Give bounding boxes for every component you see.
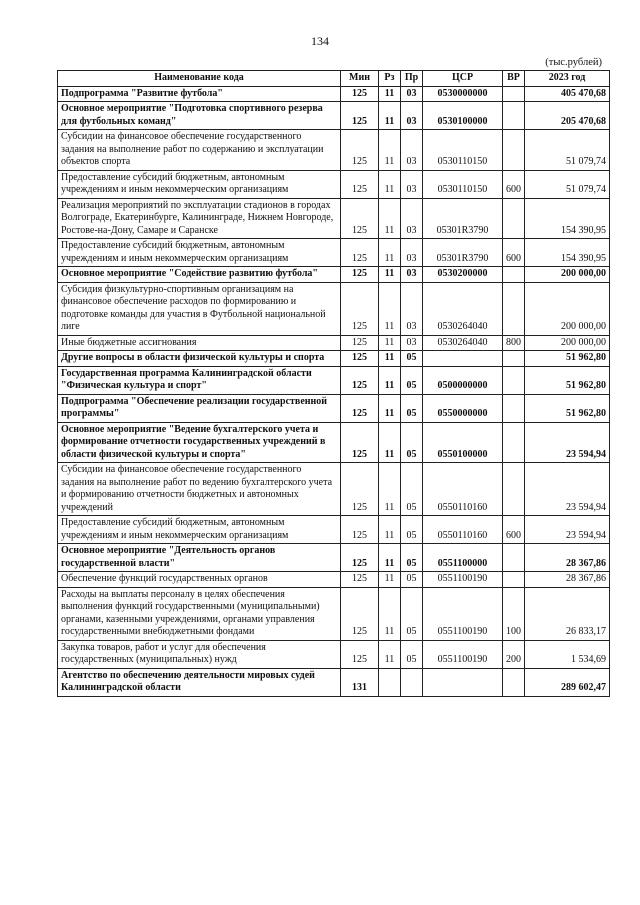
cell-vr: [503, 366, 525, 394]
cell-csr: 0530200000: [423, 267, 503, 283]
cell-vr: 200: [503, 640, 525, 668]
cell-amount: 200 000,00: [525, 335, 610, 351]
cell-amount: 23 594,94: [525, 422, 610, 463]
cell-name: Другие вопросы в области физической культуры и спорта: [58, 351, 341, 367]
cell-name: Предоставление субсидий бюджетным, автономным учреждениям и иным некоммерческим организациям: [58, 516, 341, 544]
cell-amount: 200 000,00: [525, 267, 610, 283]
cell-name: Субсидии на финансовое обеспечение государственного задания на выполнение работ по ведению бухгалтерского учета и формированию отчетности бюджетных и автономных учреждений: [58, 463, 341, 516]
cell-name: Субсидия физкультурно-спортивным организациям на финансовое обеспечение расходов по формированию и подготовке команды для участия в Футбольной национальной лиге: [58, 282, 341, 335]
cell-csr: 05301R3790: [423, 239, 503, 267]
cell-rz: 11: [379, 335, 401, 351]
table-row: [58, 198, 610, 239]
cell-rz: 11: [379, 394, 401, 422]
cell-pr: 03: [401, 170, 423, 198]
cell-name: Государственная программа Калининградской области "Физическая культура и спорт": [58, 366, 341, 394]
cell-rz: 11: [379, 544, 401, 572]
cell-name: Субсидии на финансовое обеспечение государственного задания на выполнение работ по содержанию и эксплуатации объектов спорта: [58, 130, 341, 171]
cell-csr: [423, 351, 503, 367]
cell-name: Расходы на выплаты персоналу в целях обеспечения выполнения функций государственными (муниципальными) органами, казенными учреждениями, органами управления государственными внебюджетными фондами: [58, 587, 341, 640]
table-row: [58, 463, 610, 516]
cell-csr: 0550110160: [423, 463, 503, 516]
header-csr: ЦСР: [423, 71, 503, 87]
cell-vr: [503, 198, 525, 239]
cell-amount: 23 594,94: [525, 463, 610, 516]
cell-vr: [503, 668, 525, 696]
table-row: [58, 239, 610, 267]
cell-min: 125: [341, 170, 379, 198]
table-row: [58, 351, 610, 367]
table-row: [58, 335, 610, 351]
table-row: [58, 572, 610, 588]
cell-rz: 11: [379, 170, 401, 198]
cell-pr: [401, 668, 423, 696]
table-row: [58, 587, 610, 640]
table-row: [58, 394, 610, 422]
table-row: [58, 130, 610, 171]
cell-name: Иные бюджетные ассигнования: [58, 335, 341, 351]
cell-rz: 11: [379, 422, 401, 463]
cell-min: 125: [341, 394, 379, 422]
cell-vr: [503, 86, 525, 102]
cell-min: 125: [341, 130, 379, 171]
cell-min: 125: [341, 422, 379, 463]
cell-vr: [503, 102, 525, 130]
cell-amount: 51 079,74: [525, 170, 610, 198]
cell-pr: 03: [401, 198, 423, 239]
table-header-row: [58, 71, 610, 87]
cell-rz: [379, 668, 401, 696]
cell-pr: 05: [401, 640, 423, 668]
cell-min: 125: [341, 640, 379, 668]
cell-csr: 0550110160: [423, 516, 503, 544]
cell-name: Основное мероприятие "Содействие развитию футбола": [58, 267, 341, 283]
units-label: (тыс.рублей): [545, 57, 602, 68]
cell-csr: 0551100000: [423, 544, 503, 572]
cell-csr: 0550100000: [423, 422, 503, 463]
table-row: [58, 86, 610, 102]
cell-amount: 205 470,68: [525, 102, 610, 130]
cell-pr: 03: [401, 267, 423, 283]
cell-csr: 0530110150: [423, 170, 503, 198]
cell-csr: 0551100190: [423, 640, 503, 668]
cell-vr: [503, 394, 525, 422]
cell-vr: [503, 572, 525, 588]
cell-csr: 0500000000: [423, 366, 503, 394]
cell-pr: 03: [401, 102, 423, 130]
cell-min: 125: [341, 282, 379, 335]
cell-vr: [503, 267, 525, 283]
cell-min: 125: [341, 239, 379, 267]
header-rz: Рз: [379, 71, 401, 87]
cell-min: 125: [341, 351, 379, 367]
cell-rz: 11: [379, 463, 401, 516]
cell-pr: 05: [401, 351, 423, 367]
table-row: [58, 422, 610, 463]
cell-pr: 03: [401, 239, 423, 267]
header-vr: ВР: [503, 71, 525, 87]
cell-min: 125: [341, 463, 379, 516]
cell-rz: 11: [379, 102, 401, 130]
cell-pr: 05: [401, 422, 423, 463]
cell-amount: 51 079,74: [525, 130, 610, 171]
cell-pr: 03: [401, 335, 423, 351]
cell-amount: 289 602,47: [525, 668, 610, 696]
budget-table: [57, 70, 610, 697]
cell-pr: 05: [401, 463, 423, 516]
cell-min: 131: [341, 668, 379, 696]
cell-name: Закупка товаров, работ и услуг для обеспечения государственных (муниципальных) нужд: [58, 640, 341, 668]
cell-amount: 28 367,86: [525, 544, 610, 572]
cell-vr: 600: [503, 516, 525, 544]
cell-vr: [503, 351, 525, 367]
cell-csr: 0530110150: [423, 130, 503, 171]
cell-rz: 11: [379, 587, 401, 640]
cell-amount: 51 962,80: [525, 394, 610, 422]
cell-rz: 11: [379, 572, 401, 588]
header-min: Мин: [341, 71, 379, 87]
cell-min: 125: [341, 102, 379, 130]
cell-rz: 11: [379, 282, 401, 335]
cell-rz: 11: [379, 640, 401, 668]
cell-min: 125: [341, 267, 379, 283]
cell-pr: 03: [401, 86, 423, 102]
cell-vr: [503, 544, 525, 572]
cell-pr: 05: [401, 587, 423, 640]
cell-csr: 05301R3790: [423, 198, 503, 239]
cell-csr: 0550000000: [423, 394, 503, 422]
cell-csr: 0530264040: [423, 282, 503, 335]
cell-min: 125: [341, 366, 379, 394]
cell-csr: 0551100190: [423, 572, 503, 588]
cell-min: 125: [341, 572, 379, 588]
cell-vr: [503, 463, 525, 516]
cell-amount: 23 594,94: [525, 516, 610, 544]
table-row: [58, 668, 610, 696]
cell-name: Основное мероприятие "Ведение бухгалтерского учета и формирование отчетности государственных учреждений в области физической культуры и спорта": [58, 422, 341, 463]
cell-rz: 11: [379, 516, 401, 544]
cell-csr: [423, 668, 503, 696]
cell-vr: 600: [503, 170, 525, 198]
cell-vr: 600: [503, 239, 525, 267]
cell-min: 125: [341, 198, 379, 239]
cell-vr: 800: [503, 335, 525, 351]
cell-amount: 28 367,86: [525, 572, 610, 588]
cell-min: 125: [341, 335, 379, 351]
cell-amount: 51 962,80: [525, 351, 610, 367]
cell-vr: 100: [503, 587, 525, 640]
cell-name: Подпрограмма "Развитие футбола": [58, 86, 341, 102]
cell-amount: 1 534,69: [525, 640, 610, 668]
cell-pr: 05: [401, 394, 423, 422]
table-row: [58, 366, 610, 394]
cell-vr: [503, 422, 525, 463]
cell-min: 125: [341, 587, 379, 640]
table-row: [58, 170, 610, 198]
table-row: [58, 516, 610, 544]
cell-pr: 05: [401, 366, 423, 394]
cell-csr: 0551100190: [423, 587, 503, 640]
cell-rz: 11: [379, 366, 401, 394]
cell-vr: [503, 130, 525, 171]
table-row: [58, 267, 610, 283]
cell-amount: 154 390,95: [525, 239, 610, 267]
cell-name: Основное мероприятие "Деятельность органов государственной власти": [58, 544, 341, 572]
page-number: 134: [311, 34, 329, 48]
cell-rz: 11: [379, 267, 401, 283]
cell-name: Реализация мероприятий по эксплуатации стадионов в городах Волгограде, Екатеринбурге, Калининграде, Нижнем Новгороде, Ростове-на-Дону, Самаре и Саранске: [58, 198, 341, 239]
header-pr: Пр: [401, 71, 423, 87]
cell-pr: 05: [401, 572, 423, 588]
cell-rz: 11: [379, 351, 401, 367]
cell-min: 125: [341, 516, 379, 544]
cell-pr: 03: [401, 282, 423, 335]
header-name: Наименование кода: [58, 71, 341, 87]
cell-min: 125: [341, 544, 379, 572]
cell-rz: 11: [379, 86, 401, 102]
cell-pr: 03: [401, 130, 423, 171]
cell-amount: 200 000,00: [525, 282, 610, 335]
cell-amount: 405 470,68: [525, 86, 610, 102]
cell-csr: 0530000000: [423, 86, 503, 102]
table-body: [58, 86, 610, 696]
cell-name: Основное мероприятие "Подготовка спортивного резерва для футбольных команд": [58, 102, 341, 130]
table-row: [58, 544, 610, 572]
cell-rz: 11: [379, 130, 401, 171]
table-row: [58, 102, 610, 130]
cell-rz: 11: [379, 198, 401, 239]
cell-amount: 154 390,95: [525, 198, 610, 239]
cell-csr: 0530100000: [423, 102, 503, 130]
cell-vr: [503, 282, 525, 335]
cell-name: Предоставление субсидий бюджетным, автономным учреждениям и иным некоммерческим организациям: [58, 239, 341, 267]
cell-csr: 0530264040: [423, 335, 503, 351]
cell-min: 125: [341, 86, 379, 102]
cell-amount: 51 962,80: [525, 366, 610, 394]
cell-name: Агентство по обеспечению деятельности мировых судей Калининградской области: [58, 668, 341, 696]
table-row: [58, 282, 610, 335]
header-amount: 2023 год: [525, 71, 610, 87]
cell-pr: 05: [401, 516, 423, 544]
cell-name: Предоставление субсидий бюджетным, автономным учреждениям и иным некоммерческим организациям: [58, 170, 341, 198]
cell-name: Подпрограмма "Обеспечение реализации государственной программы": [58, 394, 341, 422]
cell-pr: 05: [401, 544, 423, 572]
cell-name: Обеспечение функций государственных органов: [58, 572, 341, 588]
cell-rz: 11: [379, 239, 401, 267]
cell-amount: 26 833,17: [525, 587, 610, 640]
table-row: [58, 640, 610, 668]
